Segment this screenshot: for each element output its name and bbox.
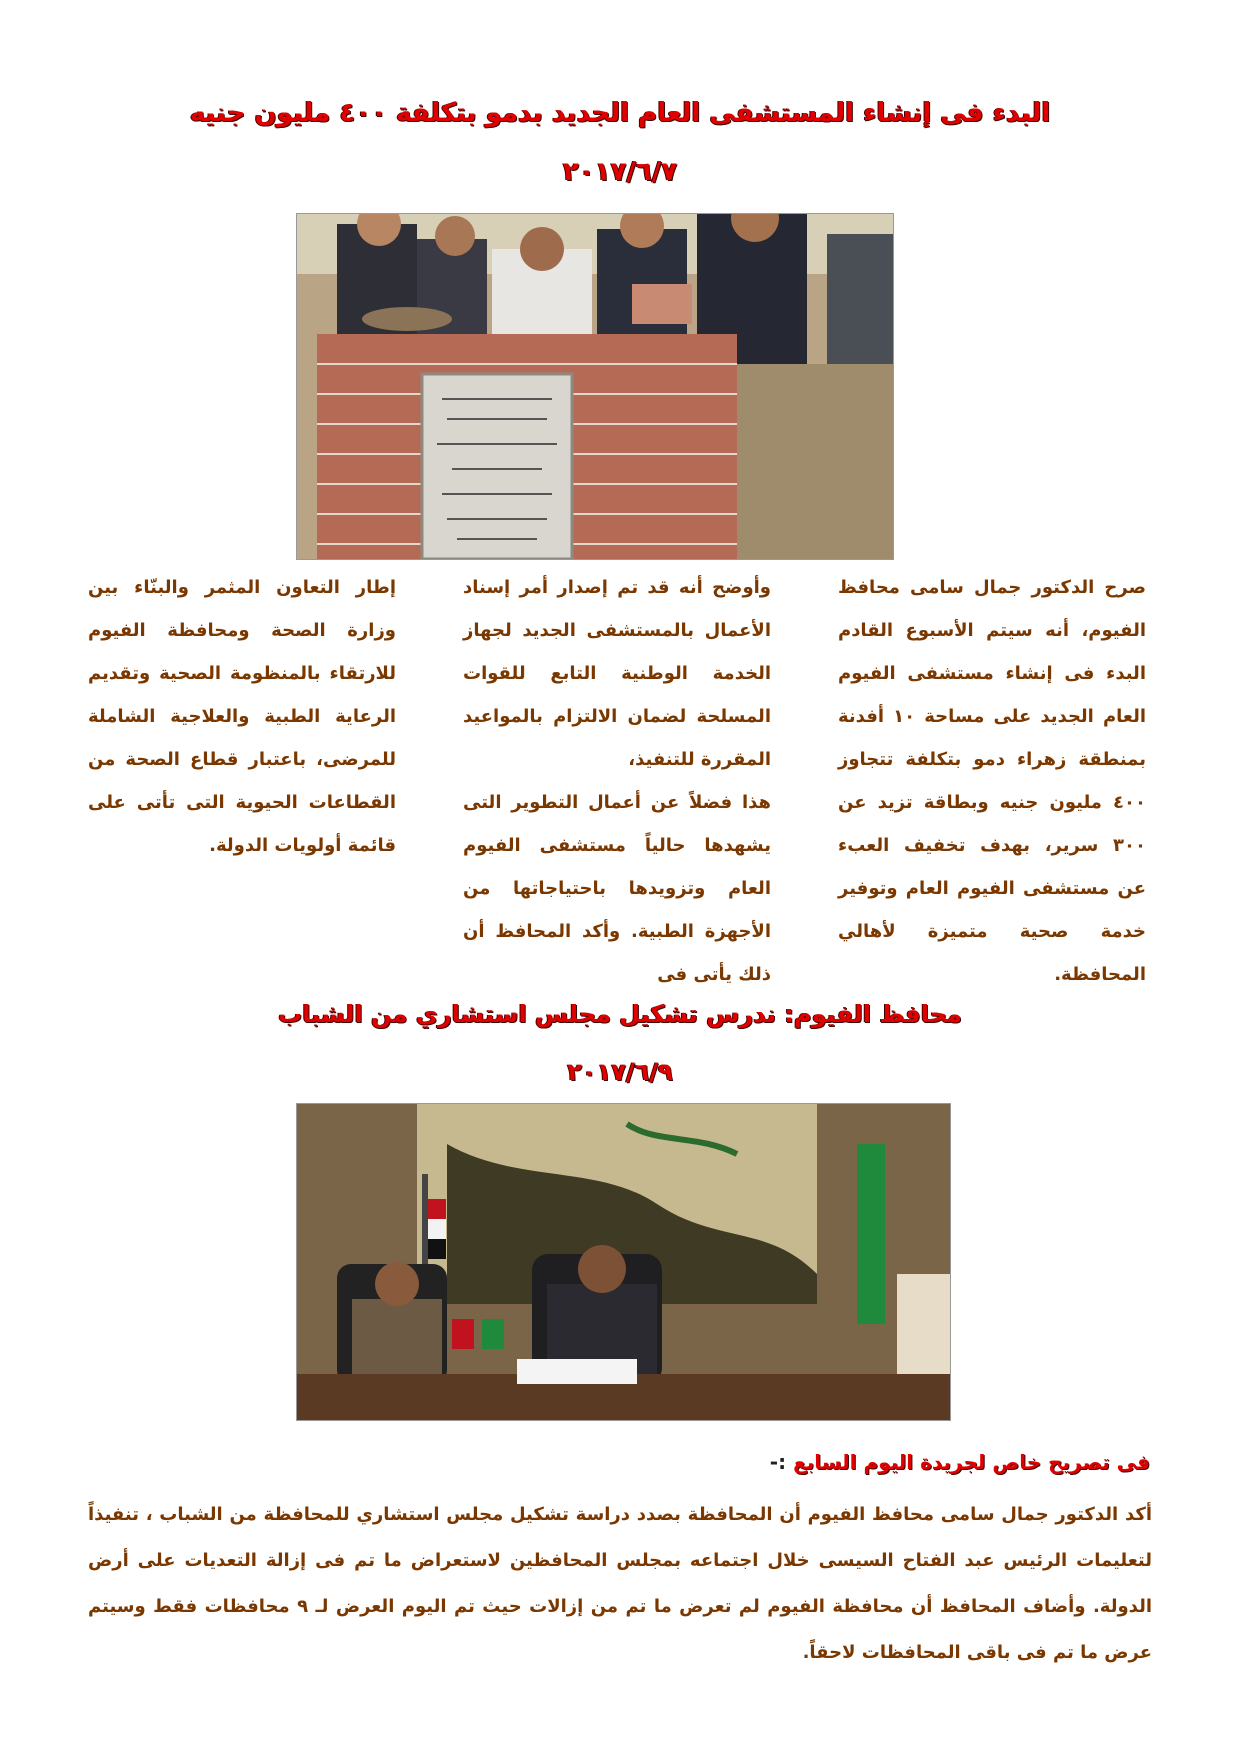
meeting-signing-photo xyxy=(296,1103,951,1421)
article1-column-left xyxy=(88,566,396,867)
article2-subhead-text: فى تصريح خاص لجريدة اليوم السابع xyxy=(793,1450,1150,1474)
article2-headline: محافظ الفيوم: ندرس تشكيل مجلس استشاري من الشباب xyxy=(278,1000,962,1028)
article1-column-middle xyxy=(463,566,771,996)
cornerstone-ceremony-photo xyxy=(296,213,894,560)
article1-paragraph: وأوضح أنه قد تم إصدار أمر إسناد الأعمال بالمستشفى الجديد لجهاز الخدمة الوطنية التابع للقوات المسلحة لضمان الالتزام بالمواعيد المقررة للتنفيذ، xyxy=(463,577,771,770)
article2-paragraph: أكد الدكتور جمال سامى محافظ الفيوم أن المحافظة بصدد دراسة تشكيل مجلس استشاري للمحافظة من الشباب ، تنفيذاً لتعليمات الرئيس عبد الفتاح السيسى خلال اجتماعه بمجلس المحافظين لاستعراض ما تم فى إزالة التعديات على أرض الدولة. وأضاف المحافظ أن محافظة الفيوم لم تعرض ما تم من إزالات حيث تم اليوم العرض لـ ٩ محافظات فقط وسيتم عرض ما تم فى باقى المحافظات لاحقاً. xyxy=(88,1504,1153,1663)
article1-column-right xyxy=(838,566,1146,996)
article2-body xyxy=(88,1492,1152,1676)
article1-date: ٢٠١٧/٦/٧ xyxy=(562,157,678,187)
article1-paragraph: صرح الدكتور جمال سامى محافظ الفيوم، أنه سيتم الأسبوع القادم البدء فى إنشاء مستشفى الفيوم العام الجديد على مساحة ١٠ أفدنة بمنطقة زهراء دمو بتكلفة تتجاوز ٤٠٠ مليون جنيه وبطاقة تزيد عن ٣٠٠ سرير، بهدف تخفيف العبء عن مستشفى الفيوم العام وتوفير خدمة صحية متميزة لأهالي المحافظة. xyxy=(838,577,1146,985)
article1-paragraph: إطار التعاون المثمر والبنّاء بين وزارة الصحة ومحافظة الفيوم للارتقاء بالمنظومة الصحية وتقديم الرعاية الطبية والعلاجية الشاملة للمرضى، باعتبار قطاع الصحة من القطاعات الحيوية التى تأتى على قائمة أولويات الدولة. xyxy=(88,577,396,856)
article2-date: ٢٠١٧/٦/٩ xyxy=(567,1058,673,1086)
article1-paragraph: هذا فضلاً عن أعمال التطوير التى يشهدها حالياً مستشفى الفيوم العام وتزويدها باحتياجاتها من الأجهزة الطبية. وأكد المحافظ أن ذلك يأتى فى xyxy=(463,792,771,985)
article2-subhead xyxy=(90,1450,1150,1474)
article2-subhead-separator: :- xyxy=(769,1450,787,1474)
article1-headline: البدء فى إنشاء المستشفى العام الجديد بدمو بتكلفة ٤٠٠ مليون جنيه xyxy=(189,98,1051,128)
